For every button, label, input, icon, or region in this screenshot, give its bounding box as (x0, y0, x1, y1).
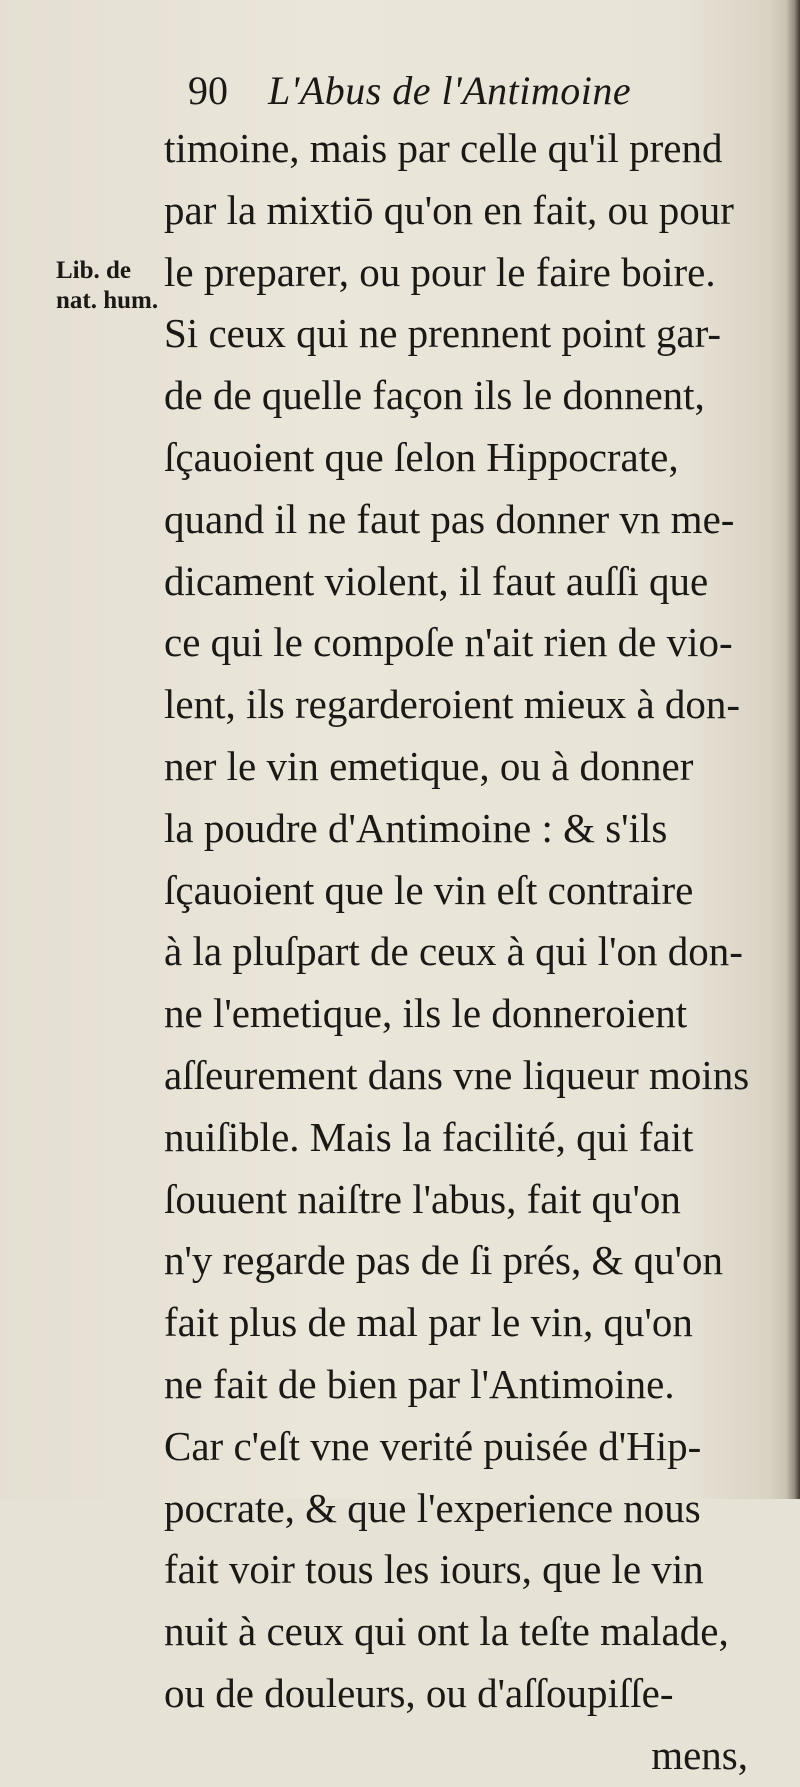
text-line: timoine, mais par celle qu'il prend (164, 125, 723, 171)
text-line: ner le vin emetique, ou à donner (164, 742, 694, 789)
text-line: ne l'emetique, ils le donneroient (164, 990, 688, 1037)
text-line: fait voir tous les iours, que le vin (164, 1546, 704, 1593)
text-line: ou de douleurs, ou d'aſſoupiſſe- (164, 1669, 674, 1716)
text-line: aſſeurement dans vne liqueur moins (164, 1051, 750, 1098)
text-line: quand il ne faut pas donner vn me- (164, 495, 735, 542)
text-line: ce qui le compoſe n'ait rien de vio- (164, 619, 733, 666)
text-line: le preparer, ou pour le faire boire. (164, 248, 716, 295)
text-line: ſouuent naiſtre l'abus, fait qu'on (164, 1175, 681, 1222)
margin-note-line: nat. hum. (56, 287, 159, 314)
text-line: ſçauoient que ſelon Hippocrate, (164, 433, 679, 480)
text-line: la poudre d'Antimoine : & s'ils (164, 804, 668, 851)
catchword: mens, (651, 1731, 748, 1778)
text-line: fait plus de mal par le vin, qu'on (164, 1299, 693, 1346)
text-line: de de quelle façon ils le donnent, (164, 372, 705, 419)
text-line: nuit à ceux qui ont la teſte malade, (164, 1608, 729, 1655)
text-line: dicament violent, il faut auſſi que (164, 557, 709, 604)
text-line: nuiſible. Mais la facilité, qui fait (164, 1113, 694, 1160)
text-line: Si ceux qui ne prennent point gar- (164, 310, 722, 357)
text-line: par la mixtiō qu'on en fait, ou pour (164, 186, 734, 233)
text-line: lent, ils regarderoient mieux à don- (164, 681, 741, 728)
margin-note (56, 256, 158, 316)
spine-shadow (786, 0, 800, 1499)
text-line: n'y regarde pas de ſi prés, & qu'on (164, 1237, 724, 1284)
running-head-title: L'Abus de l'Antimoine (268, 68, 632, 113)
page-number: 90 (188, 68, 228, 113)
text-line: à la pluſpart de ceux à qui l'on don- (164, 928, 743, 975)
margin-note-line: Lib. de (56, 257, 132, 284)
text-line: ſçauoient que le vin eſt contraire (164, 866, 694, 913)
text-line: ne fait de bien par l'Antimoine. (164, 1360, 675, 1407)
text-line: Car c'eſt vne verité puisée d'Hip- (164, 1422, 702, 1469)
body-text (164, 118, 774, 1787)
text-line: pocrate, & que l'experience nous (164, 1484, 701, 1531)
running-head (188, 66, 631, 116)
